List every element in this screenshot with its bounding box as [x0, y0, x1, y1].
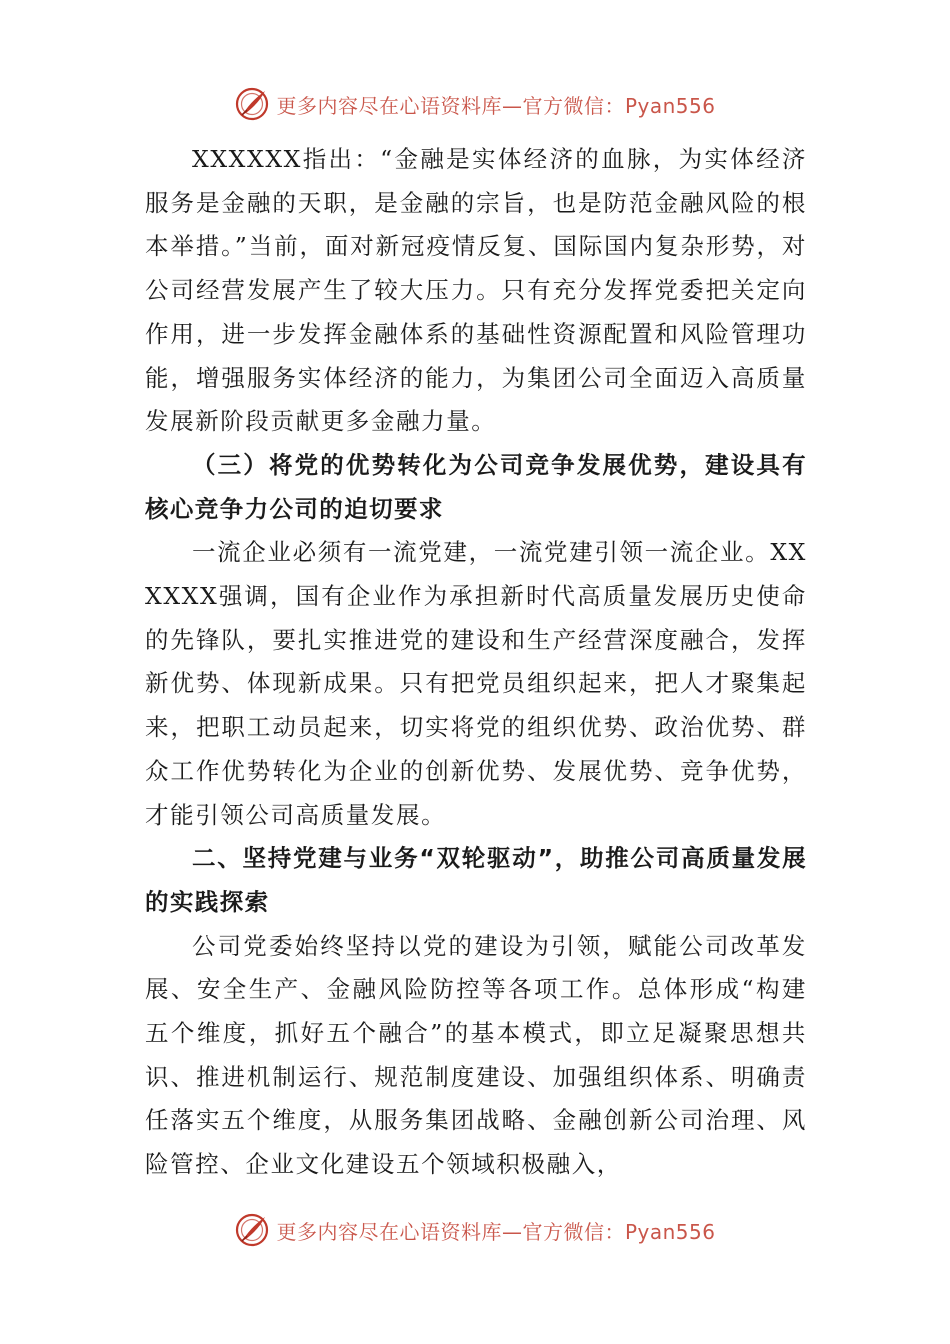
watermark-text: 更多内容尽在心语资料库—官方微信：Pyan556 — [276, 1219, 716, 1244]
quill-logo-icon — [234, 86, 270, 122]
footer-watermark — [0, 1210, 950, 1250]
quill-logo-icon — [234, 1212, 270, 1248]
paragraph-practice: 公司党委始终坚持以党的建设为引领，赋能公司改革发展、安全生产、金融风险防控等各项工作。总体形成“构建五个维度，抓好五个融合”的基本模式，即立足凝聚思想共识、推进机制运行、规范制度建设、加强组织体系、明确责任落实五个维度，从服务集团战略、金融创新公司治理、风险管控、企业文化建设五个领域积极融入， — [145, 931, 807, 1179]
header-watermark — [0, 84, 950, 124]
paragraph-party-advantage: 一流企业必须有一流党建，一流党建引领一流企业。XXXXXX强调，国有企业作为承担新时代高质量发展历史使命的先锋队，要扎实推进党的建设和生产经营深度融合，发挥新优势、体现新成果。只有把党员组织起来，把人才聚集起来，把职工动员起来，切实将党的组织优势、政治优势、群众工作优势转化为企业的创新优势、发展优势、竞争优势，才能引领公司高质量发展。 — [145, 538, 807, 829]
watermark-text: 更多内容尽在心语资料库—官方微信：Pyan556 — [276, 93, 716, 118]
section-heading-2: 二、坚持党建与业务“双轮驱动”，助推公司高质量发展的实践探索 — [145, 844, 807, 916]
section-heading-3: （三）将党的优势转化为公司竞争发展优势，建设具有核心竞争力公司的迫切要求 — [145, 450, 807, 523]
paragraph-finance-role: XXXXXX指出：“金融是实体经济的血脉，为实体经济服务是金融的天职，是金融的宗旨，也是防范金融风险的根本举措。”当前，面对新冠疫情反复、国际国内复杂形势，对公司经营发展产生了较大压力。只有充分发挥党委把关定向作用，进一步发挥金融体系的基础性资源配置和风险管理功能，增强服务实体经济的能力，为集团公司全面迈入高质量发展新阶段贡献更多金融力量。 — [145, 145, 807, 436]
document-body — [145, 138, 807, 1187]
